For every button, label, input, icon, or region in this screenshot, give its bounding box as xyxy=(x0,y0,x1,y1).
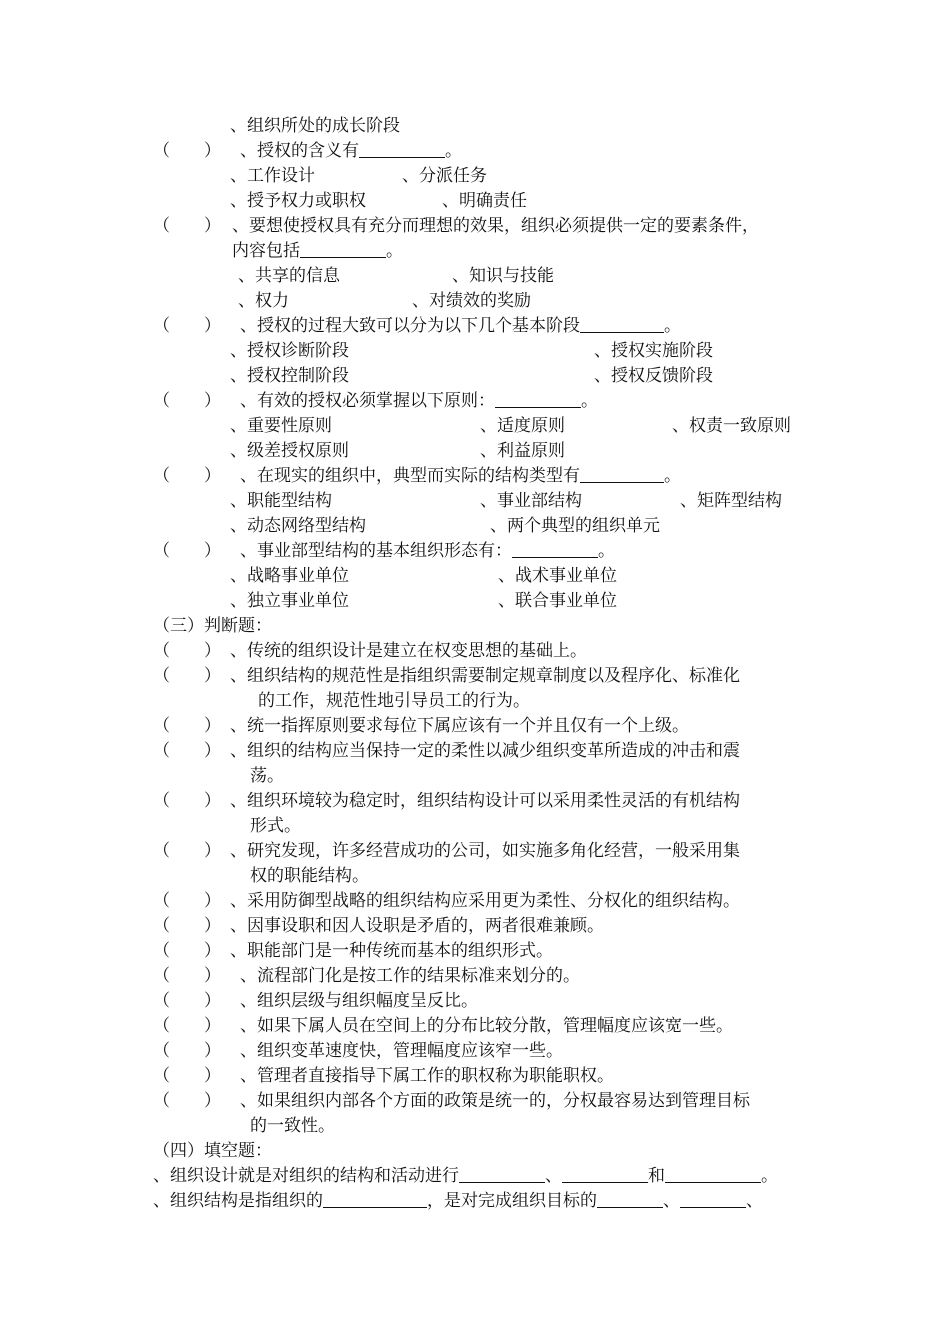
tf-statement: 、管理者直接指导下属工作的职权称为职能职权。 xyxy=(240,1066,614,1086)
question-tail: 。 xyxy=(664,316,681,336)
fill-question xyxy=(153,1164,778,1188)
mc-option: 、授权诊断阶段 xyxy=(230,341,349,361)
question-tail: 。 xyxy=(445,141,462,161)
tf-statement: 、组织环境较为稳定时，组织结构设计可以采用柔性灵活的有机结构 xyxy=(230,791,740,811)
fill-text: 、组织设计就是对组织的结构和活动进行 xyxy=(153,1166,459,1186)
mc-question xyxy=(240,464,681,488)
answer-bracket[interactable]: （ ） xyxy=(153,391,221,411)
mc-option: 、利益原则 xyxy=(480,441,565,461)
tf-statement: 、因事设职和因人设职是矛盾的，两者很难兼顾。 xyxy=(230,916,604,936)
mc-question xyxy=(232,239,403,263)
tf-statement: 、职能部门是一种传统而基本的组织形式。 xyxy=(230,941,553,961)
fill-blank[interactable] xyxy=(597,1190,663,1208)
mc-option: 、事业部结构 xyxy=(480,491,582,511)
mc-option: 、知识与技能 xyxy=(452,266,554,286)
mc-option: 、授权反馈阶段 xyxy=(594,366,713,386)
question-tail: 。 xyxy=(581,391,598,411)
fill-blank[interactable] xyxy=(300,240,386,258)
answer-bracket[interactable]: （ ） xyxy=(153,1016,221,1036)
tf-statement: 、研究发现，许多经营成功的公司，如实施多角化经营，一般采用集 xyxy=(230,841,740,861)
mc-option: 、级差授权原则 xyxy=(230,441,349,461)
tf-statement: 、统一指挥原则要求每位下属应该有一个并且仅有一个上级。 xyxy=(230,716,689,736)
fill-text: 、 xyxy=(545,1166,562,1186)
tf-statement: 、如果组织内部各个方面的政策是统一的，分权最容易达到管理目标 xyxy=(240,1091,750,1111)
question-tail: 。 xyxy=(598,541,615,561)
answer-bracket[interactable]: （ ） xyxy=(153,1066,221,1086)
question-stem: 、授权的含义有 xyxy=(240,141,359,161)
fill-text: ，是对完成组织目标的 xyxy=(427,1191,597,1211)
mc-option: 、独立事业单位 xyxy=(230,591,349,611)
question-stem: 、授权的过程大致可以分为以下几个基本阶段 xyxy=(240,316,580,336)
mc-option: 、战术事业单位 xyxy=(498,566,617,586)
mc-option: 、适度原则 xyxy=(480,416,565,436)
mc-option: 、战略事业单位 xyxy=(230,566,349,586)
answer-bracket[interactable]: （ ） xyxy=(153,966,221,986)
mc-option: 、权力 xyxy=(238,291,289,311)
mc-question xyxy=(240,314,681,338)
tf-statement: 、传统的组织设计是建立在权变思想的基础上。 xyxy=(230,641,587,661)
section-heading: （四）填空题： xyxy=(153,1141,272,1161)
fill-blank[interactable] xyxy=(580,465,664,483)
tf-statement-cont: 的一致性。 xyxy=(250,1116,335,1136)
mc-option: 、明确责任 xyxy=(442,191,527,211)
tf-statement-cont: 荡。 xyxy=(250,766,284,786)
tf-statement: 、采用防御型战略的组织结构应采用更为柔性、分权化的组织结构。 xyxy=(230,891,740,911)
question-stem: 、有效的授权必须掌握以下原则： xyxy=(240,391,495,411)
answer-bracket[interactable]: （ ） xyxy=(153,841,221,861)
tf-statement: 、组织结构的规范性是指组织需要制定规章制度以及程序化、标准化 xyxy=(230,666,740,686)
tf-statement: 、组织变革速度快，管理幅度应该窄一些。 xyxy=(240,1041,563,1061)
mc-option: 、动态网络型结构 xyxy=(230,516,366,536)
question-stem: 、要想使授权具有充分而理想的效果，组织必须提供一定的要素条件， xyxy=(232,216,759,236)
answer-bracket[interactable]: （ ） xyxy=(153,991,221,1011)
tf-statement: 、流程部门化是按工作的结果标准来划分的。 xyxy=(240,966,580,986)
fill-blank[interactable] xyxy=(495,390,581,408)
fill-text: 和 xyxy=(648,1166,665,1186)
question-stem: 、在现实的组织中，典型而实际的结构类型有 xyxy=(240,466,580,486)
mc-option: 、两个典型的组织单元 xyxy=(490,516,660,536)
mc-option: 、工作设计 xyxy=(230,166,315,186)
fill-blank[interactable] xyxy=(562,1165,648,1183)
fill-text: 、组织结构是指组织的 xyxy=(153,1191,323,1211)
tf-statement-cont: 权的职能结构。 xyxy=(250,866,369,886)
mc-question xyxy=(240,139,462,163)
fill-blank[interactable] xyxy=(359,140,445,158)
mc-question xyxy=(240,539,615,563)
fill-blank[interactable] xyxy=(459,1165,545,1183)
mc-option: 、对绩效的奖励 xyxy=(412,291,531,311)
question-stem-cont: 内容包括 xyxy=(232,241,300,261)
fill-question xyxy=(153,1189,763,1213)
mc-option: 、矩阵型结构 xyxy=(680,491,782,511)
tf-statement: 、组织的结构应当保持一定的柔性以减少组织变革所造成的冲击和震 xyxy=(230,741,740,761)
answer-bracket[interactable]: （ ） xyxy=(153,741,221,761)
answer-bracket[interactable]: （ ） xyxy=(153,541,221,561)
fill-blank[interactable] xyxy=(580,315,664,333)
answer-bracket[interactable]: （ ） xyxy=(153,466,221,486)
mc-question xyxy=(240,389,598,413)
answer-bracket[interactable]: （ ） xyxy=(153,916,221,936)
answer-bracket[interactable]: （ ） xyxy=(153,1091,221,1111)
question-stem: 、事业部型结构的基本组织形态有： xyxy=(240,541,512,561)
mc-option: 、职能型结构 xyxy=(230,491,332,511)
mc-option: 、重要性原则 xyxy=(230,416,332,436)
fill-text: 、 xyxy=(663,1191,680,1211)
answer-bracket[interactable]: （ ） xyxy=(153,216,221,236)
tf-statement-cont: 形式。 xyxy=(250,816,301,836)
mc-option: 、分派任务 xyxy=(402,166,487,186)
fill-blank[interactable] xyxy=(512,540,598,558)
fill-blank[interactable] xyxy=(665,1165,761,1183)
answer-bracket[interactable]: （ ） xyxy=(153,791,221,811)
mc-option: 、共享的信息 xyxy=(238,266,340,286)
answer-bracket[interactable]: （ ） xyxy=(153,666,221,686)
section-heading: （三）判断题： xyxy=(153,616,272,636)
mc-option: 、权责一致原则 xyxy=(672,416,791,436)
answer-bracket[interactable]: （ ） xyxy=(153,716,221,736)
mc-option: 、授权实施阶段 xyxy=(594,341,713,361)
mc-option: 、组织所处的成长阶段 xyxy=(230,116,400,136)
fill-blank[interactable] xyxy=(680,1190,746,1208)
mc-option: 、授权控制阶段 xyxy=(230,366,349,386)
answer-bracket[interactable]: （ ） xyxy=(153,891,221,911)
tf-statement: 、组织层级与组织幅度呈反比。 xyxy=(240,991,478,1011)
answer-bracket[interactable]: （ ） xyxy=(153,316,221,336)
answer-bracket[interactable]: （ ） xyxy=(153,141,221,161)
tf-statement: 、如果下属人员在空间上的分布比较分散，管理幅度应该宽一些。 xyxy=(240,1016,733,1036)
mc-option: 、联合事业单位 xyxy=(498,591,617,611)
mc-option: 、授予权力或职权 xyxy=(230,191,366,211)
fill-blank[interactable] xyxy=(323,1190,427,1208)
question-tail: 。 xyxy=(386,241,403,261)
answer-bracket[interactable]: （ ） xyxy=(153,941,221,961)
answer-bracket[interactable]: （ ） xyxy=(153,641,221,661)
question-tail: 。 xyxy=(664,466,681,486)
tf-statement-cont: 的工作，规范性地引导员工的行为。 xyxy=(258,691,530,711)
answer-bracket[interactable]: （ ） xyxy=(153,1041,221,1061)
fill-text: 。 xyxy=(761,1166,778,1186)
fill-text: 、 xyxy=(746,1191,763,1211)
